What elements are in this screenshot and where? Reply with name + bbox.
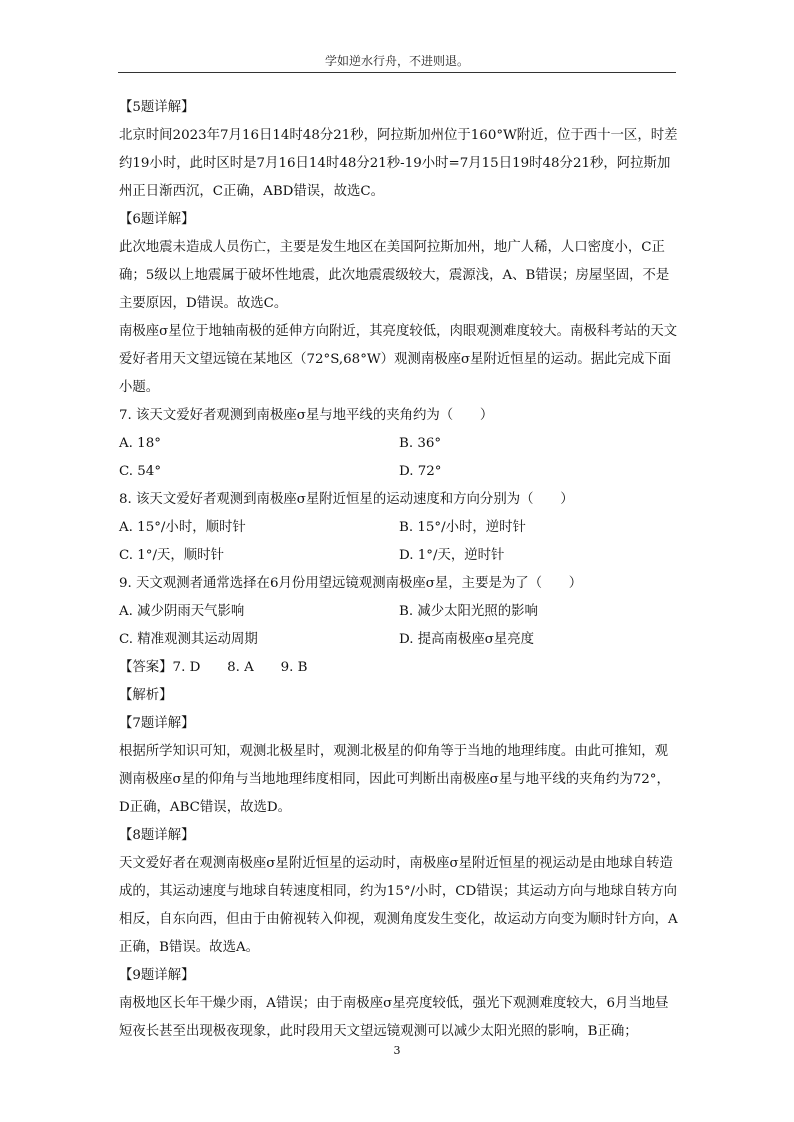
question-7-options-row-2 [119,458,679,486]
option-8b: B. 15°/小时，逆时针 [399,520,526,535]
option-9c: C. 精准观测其运动周期 [119,632,258,647]
page-content [119,94,679,1046]
q7-body: 根据所学知识可知，观测北极星时，观测北极星的仰角等于当地的地理纬度。由此可推知，观测南极座σ星的仰角与当地地理纬度相同，因此可判断出南极座σ星与地平线的夹角约为72°，D正确，ABC错误，故选D。 [119,744,670,815]
question-7-options-row-1 [119,430,679,458]
q5-heading: 【5题详解】 [119,100,195,115]
page-number: 3 [393,1044,401,1057]
question-9-stem: 9. 天文观测者通常选择在6月份用望远镜观测南极座σ星，主要是为了（ ） [119,576,583,591]
question-7-stem: 7. 该天文爱好者观测到南极座σ星与地平线的夹角约为（ ） [119,408,494,423]
option-9b: B. 减少太阳光照的影响 [399,604,538,619]
option-8d: D. 1°/天，逆时针 [399,548,505,563]
option-8a: A. 15°/小时，顺时针 [119,520,246,535]
q8-body: 天文爱好者在观测南极座σ星附近恒星的运动时，南极座σ星附近恒星的视运动是由地球自转造成的，其运动速度与地球自转速度相同，约为15°/小时，CD错误；其运动方向与地球自转方向相反，自东向西，但由于由俯视转入仰视，观测角度发生变化，故运动方向变为顺时针方向，A正确，B错误。故选A。 [119,856,678,955]
q8-heading: 【8题详解】 [119,828,195,843]
question-8-options-row-2 [119,542,679,570]
question-8-options-row-1 [119,514,679,542]
header-rule [118,72,676,73]
q6-body: 此次地震未造成人员伤亡，主要是发生地区在美国阿拉斯加州，地广人稀，人口密度小，C正确；5级以上地震属于破坏性地震，此次地震震级较大，震源浅，A、B错误；房屋坚固，不是主要原因，D错误。故选C。 [119,240,670,311]
answer-line: 【答案】7. D 8. A 9. B [119,660,308,675]
question-intro: 南极座σ星位于地轴南极的延伸方向附近，其亮度较低，肉眼观测难度较大。南极科考站的天文爱好者用天文望远镜在某地区（72°S,68°W）观测南极座σ星附近恒星的运动。据此完成下面小题。 [119,324,678,395]
q6-heading: 【6题详解】 [119,212,195,227]
q5-body: 北京时间2023年7月16日14时48分21秒，阿拉斯加州位于160°W附近，位于西十一区，时差约19小时，此时区时是7月16日14时48分21秒-19小时=7月15日19时48分21秒，阿拉斯加州正日渐西沉，C正确，ABD错误，故选C。 [119,128,678,199]
question-9-options-row-2 [119,626,679,654]
option-7b: B. 36° [399,436,442,451]
option-7a: A. 18° [119,436,161,451]
option-7c: C. 54° [119,464,162,479]
question-8-stem: 8. 该天文爱好者观测到南极座σ星附近恒星的运动速度和方向分别为（ ） [119,492,574,507]
option-8c: C. 1°/天，顺时针 [119,548,224,563]
question-9-options-row-1 [119,598,679,626]
analysis-label: 【解析】 [119,688,173,703]
q9-heading: 【9题详解】 [119,968,195,983]
option-9a: A. 减少阴雨天气影响 [119,604,245,619]
page-header-motto: 学如逆水行舟，不进则退。 [324,54,469,68]
option-9d: D. 提高南极座σ星亮度 [399,632,535,647]
option-7d: D. 72° [399,464,442,479]
q9-body: 南极地区长年干燥少雨，A错误；由于南极座σ星亮度较低，强光下观测难度较大，6月当地昼短夜长甚至出现极夜现象，此时段用天文望远镜观测可以减少太阳光照的影响，B正确； [119,996,669,1039]
q7-heading: 【7题详解】 [119,716,195,731]
